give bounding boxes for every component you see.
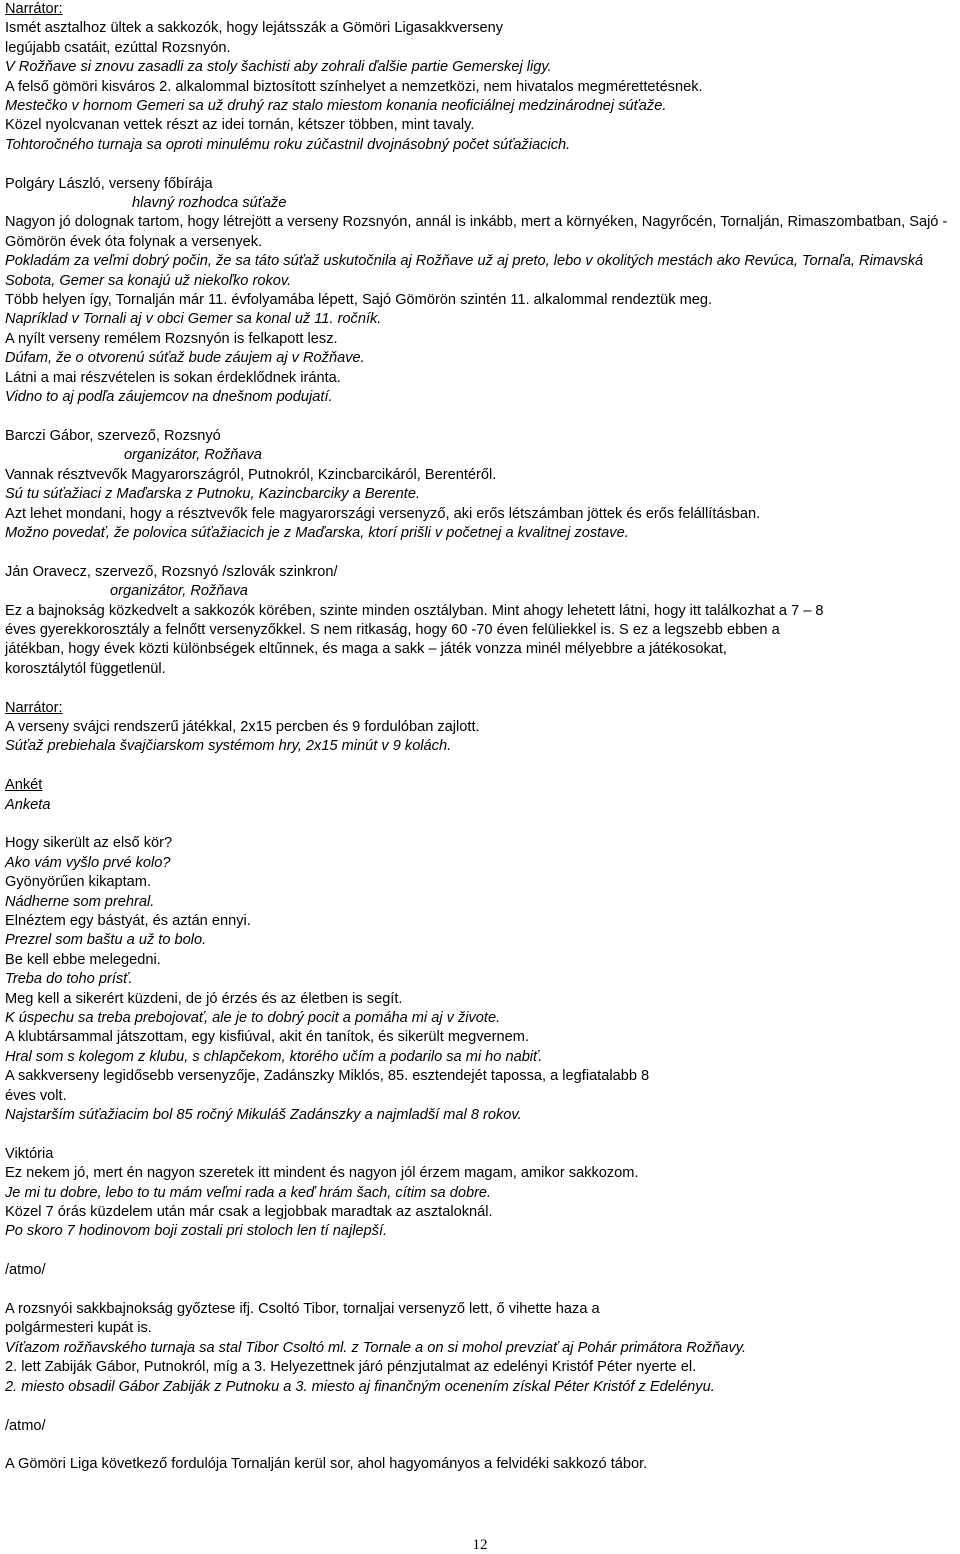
paragraph-line: A verseny svájci rendszerű játékkal, 2x15 percben és 9 fordulóban zajlott. — [5, 718, 480, 735]
atmo-marker: /atmo/ — [5, 1417, 46, 1434]
speaker-label: Narrátor: — [5, 699, 63, 716]
atmo-marker: /atmo/ — [5, 1262, 46, 1279]
paragraph-line: Gyönyörűen kikaptam. — [5, 874, 152, 891]
slovak-line: Víťazom rožňavského turnaja sa stal Tibor Csoltó ml. z Tornale a on si mohol prevziať aj Pohár primátora Rožňavy. — [5, 1339, 747, 1356]
slovak-line: Je mi tu dobre, lebo to tu mám veľmi rada a keď hrám šach, cítim sa dobre. — [5, 1184, 492, 1201]
paragraph: A rozsnyói sakkbajnokság győztese ifj. Csoltó Tibor, tornaljai versenyző lett, ő vihette haza a polgármesteri kupát is. — [5, 1301, 600, 1337]
paragraph-line: korosztálytól függetlenül. — [5, 660, 166, 677]
paragraph-line: A nyílt verseny remélem Rozsnyón is felkapott lesz. — [5, 330, 338, 347]
slovak-line: Ako vám vyšlo prvé kolo? — [5, 854, 171, 871]
slovak-line: Možno povedať, že polovica súťažiacich je z Maďarska, ktorí prišli v početnej a kvalitnej zostave. — [5, 524, 629, 541]
speaker-name: Barczi Gábor, szervező, Rozsnyó — [5, 427, 221, 444]
slovak-line: V Rožňave si znovu zasadli za stoly šachisti aby zohrali ďalšie partie Gemerskej ligy. — [5, 59, 552, 76]
document-page — [5, 0, 955, 1475]
speaker-title: organizátor, Rožňava — [124, 447, 262, 464]
speaker-title: hlavný rozhodca súťaže — [132, 195, 287, 212]
section-label-sk: Anketa — [5, 796, 51, 813]
speaker-name: Viktória — [5, 1145, 54, 1162]
paragraph-line: legújabb csatáit, ezúttal Rozsnyón. — [5, 39, 231, 56]
slovak-line: Treba do toho prísť. — [5, 971, 133, 988]
paragraph: Nagyon jó dolognak tartom, hogy létrejött a verseny Rozsnyón, annál is inkább, mert a környéken, Nagyrőcén, Tornalján, Rimaszombatban, Sajó - Gömörön évek óta folynak a versenyek. — [5, 214, 948, 250]
paragraph-line: A klubtársammal játszottam, egy kisfiúval, akit én tanítok, és sikerült megvernem. — [5, 1029, 529, 1046]
paragraph-line: Közel nyolcvanan vettek részt az idei tornán, kétszer többen, mint tavaly. — [5, 117, 475, 134]
paragraph-line: éves gyerekkorosztály a felnőtt versenyzőkkel. S nem ritkaság, hogy 60 -70 éven felüliekkel is. S ez a legszebb ebben a — [5, 621, 780, 638]
paragraph-line: játékban, hogy évek közti különbségek eltűnnek, és maga a sakk – játék vonzza minél mélyebbre a játékosokat, — [5, 641, 727, 658]
paragraph-line: Vannak résztvevők Magyarországról, Putnokról, Kzincbarcikáról, Berentéről. — [5, 466, 497, 483]
speaker-name: Polgáry László, verseny főbírája — [5, 175, 213, 192]
paragraph-line: A felső gömöri kisváros 2. alkalommal biztosított színhelyet a nemzetközi, nem hivatalos megmérettetésnek. — [5, 78, 703, 95]
paragraph-line: Be kell ebbe melegedni. — [5, 951, 161, 968]
slovak-line: Vidno to aj podľa záujemcov na dnešnom podujatí. — [5, 389, 333, 406]
paragraph-line: 2. lett Zabiják Gábor, Putnokról, míg a 3. Helyezettnek járó pénzjutalmat az edelényi Kristóf Péter nyerte el. — [5, 1359, 697, 1376]
slovak-line: K úspechu sa treba prebojovať, ale je to dobrý pocit a pomáha mi aj v živote. — [5, 1010, 501, 1027]
paragraph-line: Meg kell a sikerért küzdeni, de jó érzés és az életben is segít. — [5, 990, 403, 1007]
slovak-line: Po skoro 7 hodinovom boji zostali pri stoloch len tí najlepší. — [5, 1223, 388, 1240]
slovak-line: Prezrel som baštu a už to bolo. — [5, 932, 207, 949]
slovak-line: Najstarším súťažiacim bol 85 ročný Mikuláš Zadánszky a najmladší mal 8 rokov. — [5, 1107, 522, 1124]
slovak-line: Hral som s kolegom z klubu, s chlapčekom, ktorého učím a podarilo sa mi ho nabiť. — [5, 1048, 543, 1065]
slovak-line: Tohtoročného turnaja sa oproti minulému roku zúčastnil dvojnásobný počet súťažiacich. — [5, 136, 571, 153]
speaker-label: Narrátor: — [5, 1, 63, 17]
slovak-line: Sú tu súťažiaci z Maďarska z Putnoku, Kazincbarciky a Berente. — [5, 486, 420, 503]
paragraph-line: Hogy sikerült az első kör? — [5, 835, 173, 852]
speaker-name: Ján Oravecz, szervező, Rozsnyó /szlovák szinkron/ — [5, 563, 338, 580]
paragraph: Ez nekem jó, mert én nagyon szeretek itt mindent és nagyon jól érzem magam, amikor sakkozom. — [5, 1165, 639, 1182]
section-label: Ankét — [5, 777, 43, 794]
paragraph-line: Ez a bajnokság közkedvelt a sakkozók körében, szinte minden osztályban. Mint ahogy lehetett látni, hogy itt találkozhat a 7 – 8 — [5, 602, 824, 619]
paragraph-line: Elnéztem egy bástyát, és aztán ennyi. — [5, 913, 251, 929]
slovak-line: Dúfam, že o otvorenú súťaž bude záujem aj v Rožňave. — [5, 350, 365, 367]
slovak-line: Súťaž prebiehala švajčiarskom systémom hry, 2x15 minút v 9 kolách. — [5, 738, 452, 755]
paragraph-line: Ismét asztalhoz ültek a sakkozók, hogy lejátsszák a Gömöri Ligasakkverseny — [5, 20, 504, 37]
paragraph-line: Közel 7 órás küzdelem után már csak a legjobbak maradtak az asztaloknál. — [5, 1204, 493, 1221]
closing-line: A Gömöri Liga következő fordulója Tornalján kerül sor, ahol hagyományos a felvidéki sakkozó tábor. — [5, 1456, 648, 1473]
slovak-line: Mestečko v hornom Gemeri sa už druhý raz stalo miestom konania neoficiálnej medzinárodnej súťaže. — [5, 98, 667, 115]
speaker-title: organizátor, Rožňava — [110, 583, 248, 600]
slovak-line: Napríklad v Tornali aj v obci Gemer sa konal už 11. ročník. — [5, 311, 382, 328]
slovak-line: Nádherne som prehral. — [5, 893, 155, 910]
paragraph-line: Azt lehet mondani, hogy a résztvevők fele magyarországi versenyző, aki erős létszámban jöttek és erős felállításban. — [5, 505, 761, 522]
slovak-paragraph: Pokladám za veľmi dobrý počin, že sa táto súťaž uskutočnila aj Rožňave už aj preto, lebo v okolitých mestách ako Revúca, Tornaľa, Rimavská Sobota, Gemer sa konajú už niekoľko rokov. — [5, 253, 924, 289]
paragraph-line: Több helyen így, Tornalján már 11. évfolyamába lépett, Sajó Gömörön szintén 11. alkalommal rendeztük meg. — [5, 292, 713, 309]
slovak-line: 2. miesto obsadil Gábor Zabiják z Putnoku a 3. miesto aj finančným ocenením získal Péter Kristóf z Edelényu. — [5, 1378, 715, 1395]
page-number: 12 — [472, 1537, 488, 1553]
paragraph-line: Látni a mai részvételen is sokan érdeklődnek iránta. — [5, 369, 341, 386]
paragraph: A sakkverseny legidősebb versenyzője, Zadánszky Miklós, 85. esztendejét tapossa, a legfiatalabb 8 éves volt. — [5, 1068, 650, 1104]
